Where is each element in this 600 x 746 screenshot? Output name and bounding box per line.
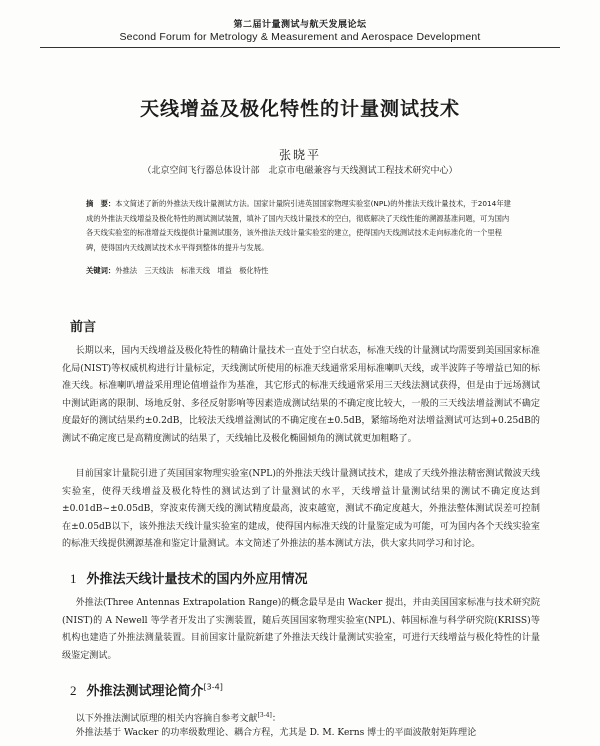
- intro-heading: 前言: [70, 320, 97, 335]
- keywords: [86, 266, 512, 276]
- section-2-p1-end: ：: [271, 714, 281, 725]
- section-1-number: 1: [70, 571, 77, 586]
- section-2-paragraph-2: 外推法基于 Wacker 的功率级数理论、耦合方程，尤其是 D. M. Kerns 博士的平面波散射矩阵理论: [75, 728, 477, 738]
- paper-title: 天线增益及极化特性的计量测试技术: [139, 98, 460, 120]
- running-header-english: Second Forum for Metrology & Measurement and Aerospace Development: [119, 31, 481, 43]
- section-2-p1-text: 以下外推法测试原理的相关内容摘自参考文献: [75, 714, 258, 725]
- author-name: 张晓平: [278, 148, 321, 162]
- intro-paragraph-1: 长期以来，国内天线增益及极化特性的精确计量技术一直处于空白状态，标准天线的计量测试均需要到美国国家标准化局(NIST)等权威机构进行计量标定，天线测试所使用的标准天线通常采用标准喇叭天线，或半波阵子等增益已知的标准天线。标准喇叭增益采用理论值增益作为基准，其它形式的标准天线通常采用三天线法测试获得，但是由于远场测试中测试距离的限制、场地反射、多径反射影响等因素造成测试结果的不确定度比较大，一般的三天线法增益测试不确定度最好的测试结果约±0.2dB，比较法天线增益测试的不确定度在±0.5dB，紧缩场绝对法增益测试可达到+0.25dB的测试不确定度已是高精度测试的结果了，天线轴比及极化椭圆倾角的测试就更加粗略了。: [62, 346, 540, 444]
- abstract-text: 本文简述了新的外推法天线计量测试方法。国家计量院引进英国国家物理实验室(NPL)的外推法天线计量技术，于2014年建成的外推法天线增益及极化特性的测试测试装置，填补了国内天线计量技术的空白，彻底解决了天线性能的溯源基准问题，可为国内各天线实验室的标准增益天线提供计量测试服务，该外推法天线计量实验室的建立，使得国内天线测试技术走向标准化的一个里程碑，使得国内天线测试技术水平得到整体的提升与发展。: [86, 199, 511, 252]
- section-1-heading: [70, 568, 308, 587]
- section-1-title: 外推法天线计量技术的国内外应用情况: [86, 572, 308, 587]
- section-2-number: 2: [70, 683, 77, 698]
- intro-paragraph-2: 目前国家计量院引进了英国国家物理实验室(NPL)的外推法天线计量测试技术，建成了天线外推法精密测试微波天线实验室，使得天线增益及极化特性的测试达到了计量测试的水平，天线增益计量测试结果的测试不确定度达到±0.01dB~±0.05dB，穿波束传测天线的测试精度最高，波束越宽，测试不确定度越大，外推法整体测试误差可控制在±0.05dB以下，该外推法天线计量实验室的建成，使得国内标准天线的计量鉴定成为可能，可为国内各个天线实验室的标准天线提供溯源基准和鉴定计量测试。本文简述了外推法的基本测试方法，供大家共同学习和讨论。: [62, 469, 540, 550]
- keywords-label: 关键词：: [86, 266, 116, 275]
- section-2-p1-citation: [3-4]: [257, 712, 272, 719]
- header-rule: [40, 47, 560, 48]
- abstract-label: 摘 要：: [86, 199, 116, 208]
- author-affiliation: （北京空间飞行器总体设计部 北京市电磁兼容与天线测试工程技术研究中心）: [142, 166, 458, 176]
- section-1-paragraph: 外推法(Three Antennas Extrapolation Range)的概念最早是由 Wacker 提出，并由美国国家标准与技术研究院(NIST)的 A Newell 等学者开发出了实测装置，随后英国国家物理实验室(NPL)、韩国标准与科学研究院(KRISS)等机构也建造了外推法测量装置。目前国家计量院新建了外推法天线计量测试实验室，可进行天线增益与极化特性的计量级鉴定测试。: [62, 598, 540, 661]
- abstract: [86, 197, 512, 255]
- section-2-citation: [3-4]: [203, 682, 223, 692]
- section-2-heading: [70, 680, 223, 699]
- section-2-title: 外推法测试理论简介: [86, 684, 204, 699]
- running-header-chinese: 第二届计量测试与航天发展论坛: [233, 20, 367, 30]
- keywords-text: 外推法 三天线法 标准天线 增益 极化特性: [115, 266, 269, 275]
